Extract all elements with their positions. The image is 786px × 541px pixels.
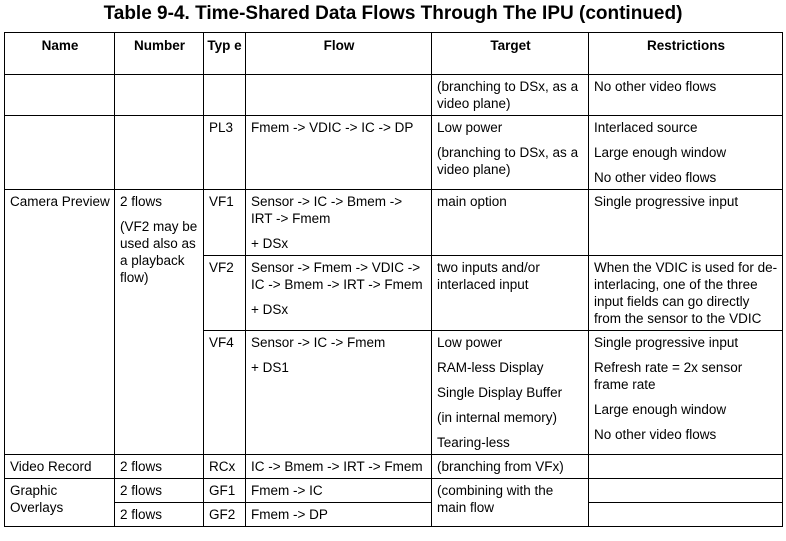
cell-name — [5, 116, 115, 190]
data-flows-table — [4, 32, 783, 527]
cell-restrictions — [589, 455, 783, 479]
restriction-text: No other video flows — [594, 427, 717, 442]
header-type: Typ e — [204, 33, 246, 75]
cell-type: RCx — [204, 455, 246, 479]
cell-number: 2 flows — [115, 455, 204, 479]
flow-text: + DS1 — [251, 360, 289, 375]
restriction-text: Interlaced source — [594, 120, 698, 135]
table-caption: Table 9-4. Time-Shared Data Flows Through The IPU (continued) — [103, 3, 683, 24]
cell-name: Graphic Overlays — [5, 479, 115, 527]
restriction-text: Single progressive input — [594, 335, 739, 350]
cell-flow: Fmem -> DP — [246, 503, 432, 527]
cell-type: VF4 — [204, 331, 246, 455]
restriction-text: Refresh rate = 2x sensor frame rate — [594, 360, 743, 392]
number-text: 2 flows — [120, 194, 163, 209]
cell-type: GF1 — [204, 479, 246, 503]
cell-type: PL3 — [204, 116, 246, 190]
cell-target — [432, 331, 589, 455]
flow-text: + DSx — [251, 236, 289, 251]
target-text: (branching to DSx, as a video plane) — [437, 145, 579, 177]
cell-flow — [246, 190, 432, 256]
cell-target: main option — [432, 190, 589, 256]
restriction-text: Large enough window — [594, 402, 727, 417]
cell-restrictions — [589, 479, 783, 503]
cell-target: (combining with the main flow — [432, 479, 589, 527]
cell-target — [432, 116, 589, 190]
table-row — [5, 190, 783, 256]
target-text: Low power — [437, 120, 503, 135]
cell-target: two inputs and/or interlaced input — [432, 256, 589, 331]
flow-text: + DSx — [251, 302, 289, 317]
target-text: (in internal memory) — [437, 410, 558, 425]
cell-number — [115, 190, 204, 455]
cell-target: (branching from VFx) — [432, 455, 589, 479]
cell-number — [115, 116, 204, 190]
cell-flow: Fmem -> VDIC -> IC -> DP — [246, 116, 432, 190]
cell-type: VF1 — [204, 190, 246, 256]
target-text: (branching to DSx, as a video plane) — [437, 79, 579, 111]
cell-number — [115, 75, 204, 116]
header-row — [5, 33, 783, 75]
cell-type: GF2 — [204, 503, 246, 527]
cell-flow — [246, 75, 432, 116]
flow-text: Sensor -> Fmem -> VDIC -> IC -> Bmem -> IRT -> Fmem — [251, 260, 423, 292]
table-row — [5, 455, 783, 479]
header-name: Name — [5, 33, 115, 75]
cell-flow — [246, 331, 432, 455]
cell-name: Video Record — [5, 455, 115, 479]
cell-restrictions — [589, 75, 783, 116]
header-restrictions: Restrictions — [589, 33, 783, 75]
cell-type — [204, 75, 246, 116]
restriction-text: No other video flows — [594, 79, 717, 94]
cell-name — [5, 75, 115, 116]
target-text: RAM-less Display — [437, 360, 544, 375]
table-row — [5, 479, 783, 503]
header-flow: Flow — [246, 33, 432, 75]
cell-flow: Fmem -> IC — [246, 479, 432, 503]
table-row — [5, 116, 783, 190]
cell-number: 2 flows — [115, 503, 204, 527]
cell-restrictions — [589, 331, 783, 455]
cell-restrictions — [589, 116, 783, 190]
table-row — [5, 503, 783, 527]
cell-flow — [246, 256, 432, 331]
header-number: Number — [115, 33, 204, 75]
cell-number: 2 flows — [115, 479, 204, 503]
number-note: (VF2 may be used also as a playback flow) — [120, 219, 198, 285]
cell-restrictions — [589, 503, 783, 527]
cell-restrictions: Single progressive input — [589, 190, 783, 256]
cell-target — [432, 75, 589, 116]
table-row — [5, 75, 783, 116]
restriction-text: Large enough window — [594, 145, 727, 160]
cell-flow: IC -> Bmem -> IRT -> Fmem — [246, 455, 432, 479]
restriction-text: No other video flows — [594, 170, 717, 185]
flow-text: Sensor -> IC -> Bmem -> IRT -> Fmem — [251, 194, 403, 226]
header-target: Target — [432, 33, 589, 75]
target-text: Tearing-less — [437, 435, 510, 450]
cell-name: Camera Preview — [5, 190, 115, 455]
flow-text: Sensor -> IC -> Fmem — [251, 335, 386, 350]
target-text: Single Display Buffer — [437, 385, 563, 400]
target-text: Low power — [437, 335, 503, 350]
cell-restrictions: When the VDIC is used for de-interlacing, one of the three input fields can go directly from the sensor to the VDIC — [589, 256, 783, 331]
cell-type: VF2 — [204, 256, 246, 331]
